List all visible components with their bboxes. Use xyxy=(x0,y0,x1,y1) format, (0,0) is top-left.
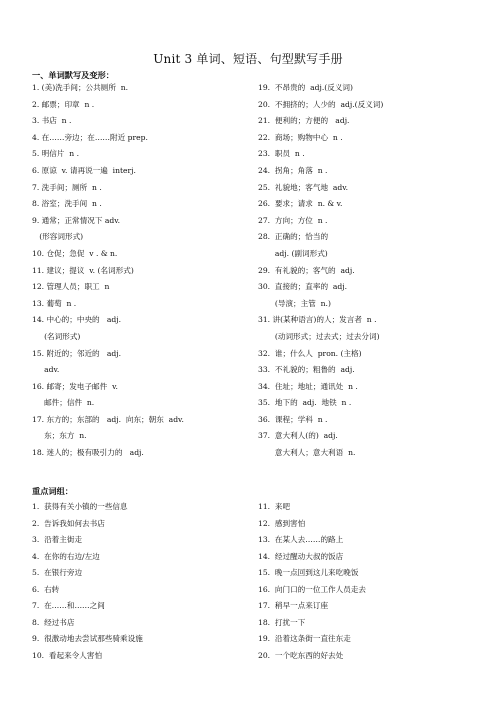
word-item: 6. 原谅 v. 请再说一遍 interj. xyxy=(32,165,136,175)
word-item: 7. 洗手间；厕所 n . xyxy=(32,182,102,192)
word-item: 14. 中心的；中央的 adj. xyxy=(32,315,122,325)
phrase-list-left xyxy=(32,499,143,664)
phrase-item: 8. 经过书店 xyxy=(32,617,75,627)
page-title: Unit 3 单词、短语、句型默写手册 xyxy=(153,52,343,66)
word-item: 东；东方 n. xyxy=(32,431,87,441)
word-item: 23. 职员 n . xyxy=(258,149,305,159)
word-item: 16. 邮寄；发电子邮件 v. xyxy=(32,381,118,391)
word-item: 26. 要求；请求 n. & v. xyxy=(258,199,343,209)
word-item: 31. 讲(某种语言)的人；发言者 n . xyxy=(258,315,377,325)
phrase-item: 20. 一个吃东西的好去处 xyxy=(258,650,344,660)
phrase-item: 6. 右转 xyxy=(32,584,60,594)
phrase-item: 3. 沿着主街走 xyxy=(32,535,83,544)
word-item: 30. 直接的；直率的 adj. xyxy=(258,282,348,292)
word-item: 34. 住址；地址；通讯处 n . xyxy=(258,381,358,391)
word-item: (名词形式) xyxy=(32,331,81,341)
word-item: 19. 不昂贵的 adj.(反义词) xyxy=(258,83,353,92)
word-item: 32. 谁；什么人 pron. (主格) xyxy=(258,348,362,358)
word-item: 邮件；信件 n. xyxy=(32,398,95,408)
word-item: 10. 仓促；急促 v . & n. xyxy=(32,248,118,258)
word-item: adj. (副词形式) xyxy=(258,248,328,258)
phrase-item: 1. 获得有关小镇的一些信息 xyxy=(32,502,128,511)
phrase-item: 16. 向门口的一位工作人员走去 xyxy=(258,584,367,594)
word-item: 20. 不拥挤的；人少的 adj.(反义词) xyxy=(258,99,384,109)
word-item: 35. 地下的 adj. 地铁 n . xyxy=(258,398,352,408)
word-item: 3. 书店 n . xyxy=(32,116,72,126)
word-item: adv. xyxy=(32,365,60,375)
phrase-item: 4. 在你的右边/左边 xyxy=(32,551,100,561)
word-item: 13. 葡萄 n . xyxy=(32,298,77,308)
word-item: 21. 便利的；方便的 adj. xyxy=(258,116,350,126)
word-item: 27. 方向；方位 n . xyxy=(258,215,328,225)
phrase-item: 17. 稍早一点来订座 xyxy=(258,601,329,610)
word-item: 2. 邮票；印章 n . xyxy=(32,99,95,109)
word-item: 28. 正确的；恰当的 xyxy=(258,232,329,242)
word-item: 24. 拐角；角落 n . xyxy=(258,165,328,175)
word-item: 8. 浴室；洗手间 n . xyxy=(32,199,102,209)
phrase-item: 11. 来吧 xyxy=(258,502,291,511)
word-list-right xyxy=(258,80,383,462)
phrase-item: 7. 在……和……之间 xyxy=(32,601,105,610)
word-item: 1. (美)洗手间；公共厕所 n. xyxy=(32,83,129,92)
word-item: (导演；主管 n.) xyxy=(258,298,331,308)
phrase-item: 19. 沿着这条街一直往东走 xyxy=(258,634,351,643)
word-item: 37. 意大利人(的) adj. xyxy=(258,431,338,441)
phrase-list-right xyxy=(258,499,366,664)
phrase-item: 18. 打扰一下 xyxy=(258,617,306,627)
word-item: 18. 迷人的；极有吸引力的 adj. xyxy=(32,448,144,458)
phrase-item: 9. 很激动地去尝试那些骑乘设施 xyxy=(32,634,143,643)
word-item: (动词形式；过去式；过去分词) xyxy=(258,331,380,341)
word-item: 22. 商场；购物中心 n . xyxy=(258,132,343,142)
phrase-item: 12. 感到害怕 xyxy=(258,518,306,528)
phrase-item: 5. 在银行旁边 xyxy=(32,568,83,577)
phrase-item: 13. 在某人去……的路上 xyxy=(258,535,344,544)
word-item: 36. 课程；学科 n . xyxy=(258,414,328,424)
word-item: 15. 附近的；邻近的 adj. xyxy=(32,348,122,358)
word-item: 33. 不礼貌的；粗鲁的 adj. xyxy=(258,365,355,375)
word-item: 5. 明信片 n . xyxy=(32,149,79,159)
word-item: 17. 东方的；东部的 adj. 向东；朝东 adv. xyxy=(32,414,184,424)
word-item: 25. 礼貌地；客气地 adv. xyxy=(258,182,349,192)
word-item: (形容词形式) xyxy=(32,232,84,242)
word-list-left xyxy=(32,80,184,462)
phrase-item: 14. 经过醒动大叔的饭店 xyxy=(258,551,344,561)
phrase-item: 15. 晚一点回到这儿来吃晚饭 xyxy=(258,568,359,577)
section-heading-phrases: 重点词组： xyxy=(32,486,73,496)
word-item: 意大利人；意大利语 n. xyxy=(258,448,356,458)
phrase-item: 2. 告诉我如何去书店 xyxy=(32,518,105,528)
word-item: 9. 通常；正常情况下 adv. xyxy=(32,215,121,225)
word-item: 4. 在……旁边；在……附近 prep. xyxy=(32,132,148,142)
section-heading-words: 一、单词默写及变形： xyxy=(32,70,114,80)
word-item: 11. 建议；提议 v. (名词形式) xyxy=(32,265,134,275)
word-item: 29. 有礼貌的；客气的 adj. xyxy=(258,265,355,275)
phrase-item: 10. 看起来令人害怕 xyxy=(32,650,103,660)
word-item: 12. 管理人员；职工 n xyxy=(32,282,110,292)
